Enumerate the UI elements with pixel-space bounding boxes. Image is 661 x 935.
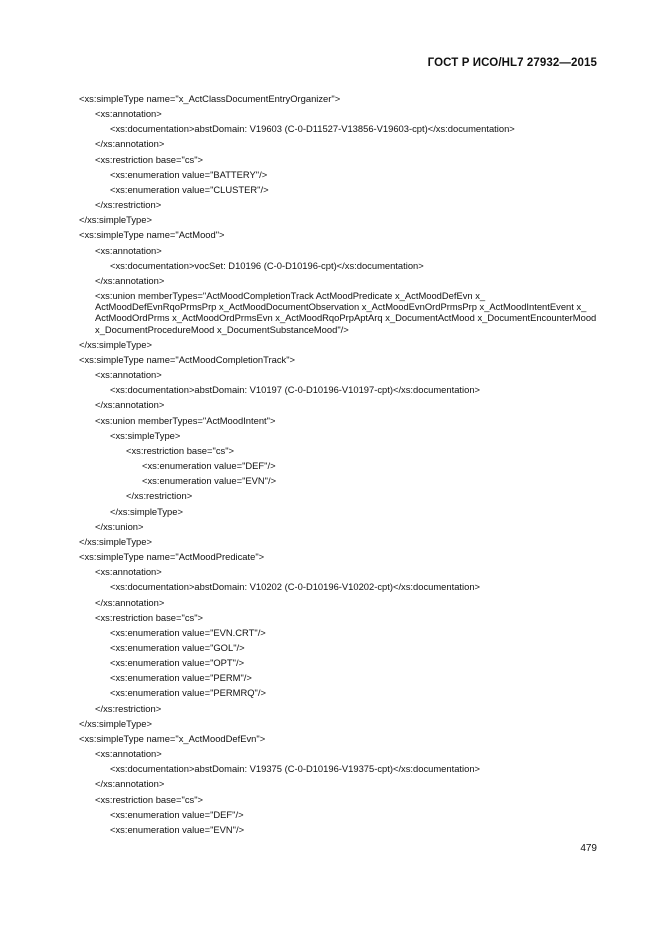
code-line: <xs:annotation> bbox=[95, 369, 162, 381]
code-line: <xs:restriction base="cs"> bbox=[95, 611, 204, 623]
code-line: <xs:restriction base="cs"> bbox=[95, 793, 204, 805]
code-line: <xs:documentation>vocSet: D10196 (C-0-D10196-cpt)</xs:documentation> bbox=[110, 259, 424, 271]
code-line: <xs:enumeration value="OPT"/> bbox=[110, 657, 245, 669]
page-number: 479 bbox=[580, 843, 597, 854]
code-line: </xs:annotation> bbox=[95, 596, 165, 608]
code-line: <xs:annotation> bbox=[95, 244, 162, 256]
code-line: <xs:enumeration value="GOL"/> bbox=[110, 641, 245, 653]
document-header: ГОСТ Р ИСО/HL7 27932—2015 bbox=[427, 57, 597, 69]
code-line: </xs:restriction> bbox=[95, 199, 162, 211]
code-line: </xs:union> bbox=[95, 520, 144, 532]
code-line: <xs:restriction base="cs"> bbox=[95, 153, 204, 165]
code-line: <xs:simpleType name="ActMood"> bbox=[79, 229, 225, 241]
code-line: </xs:simpleType> bbox=[79, 214, 152, 226]
code-line: <xs:union memberTypes="ActMoodIntent"> bbox=[95, 414, 276, 426]
code-line: <xs:simpleType name="ActMoodCompletionTrack"> bbox=[79, 354, 296, 365]
code-line: <xs:enumeration value="BATTERY"/> bbox=[110, 168, 268, 180]
code-line: </xs:annotation> bbox=[95, 138, 165, 150]
code-line: </xs:simpleType> bbox=[110, 505, 183, 517]
code-line: <xs:documentation>abstDomain: V19375 (C-0-D10196-V19375-cpt)</xs:documentation> bbox=[110, 763, 481, 775]
xml-listing bbox=[64, 91, 604, 837]
code-line: <xs:enumeration value="DEF"/> bbox=[142, 460, 276, 472]
code-line: <xs:simpleType> bbox=[110, 429, 181, 441]
code-line: <xs:enumeration value="PERM"/> bbox=[110, 672, 252, 684]
code-line: </xs:simpleType> bbox=[79, 338, 152, 350]
code-line: </xs:annotation> bbox=[95, 274, 165, 286]
code-line: <xs:enumeration value="EVN"/> bbox=[110, 823, 245, 835]
code-line: <xs:enumeration value="EVN"/> bbox=[142, 475, 277, 487]
code-line: <xs:restriction base="cs"> bbox=[126, 444, 235, 456]
code-line: </xs:restriction> bbox=[95, 702, 162, 714]
code-line: </xs:simpleType> bbox=[79, 717, 152, 729]
code-line: <xs:simpleType name="x_ActMoodDefEvn"> bbox=[79, 732, 266, 744]
code-line: <xs:enumeration value="CLUSTER"/> bbox=[110, 183, 269, 195]
code-line: <xs:simpleType name="x_ActClassDocumentEntryOrganizer"> bbox=[79, 93, 341, 104]
code-line: <xs:simpleType name="ActMoodPredicate"> bbox=[79, 551, 265, 563]
code-line: </xs:annotation> bbox=[95, 778, 165, 790]
code-line: <xs:documentation>abstDomain: V10197 (C-0-D10196-V10197-cpt)</xs:documentation> bbox=[110, 384, 481, 396]
code-line: <xs:annotation> bbox=[95, 566, 162, 578]
code-line: <xs:annotation> bbox=[95, 748, 162, 760]
code-line: <xs:documentation>abstDomain: V10202 (C-0-D10196-V10202-cpt)</xs:documentation> bbox=[110, 581, 481, 593]
code-line: </xs:annotation> bbox=[95, 399, 165, 411]
code-line: </xs:restriction> bbox=[126, 490, 193, 502]
code-line: <xs:enumeration value="PERMRQ"/> bbox=[110, 687, 266, 699]
code-line: <xs:union memberTypes="ActMoodCompletionTrack ActMoodPredicate x_ActMoodDefEvn x_ ActMoodDefEvnRqoPrmsPrp x_ActMoodDocumentObservation x_ActMoodEvnOrdPrmsPrp x_ActMoodIntentEvent x_ ActMoodOrdPrms x_ActMoodOrdPrmsEvn x_ActMoodRqoPrpAptArq x_DocumentActMood x_DocumentEncounterMood x_DocumentProcedureMood x_DocumentSubstanceMood"/> bbox=[95, 290, 597, 335]
code-line: <xs:documentation>abstDomain: V19603 (C-0-D11527-V13856-V19603-cpt)</xs:documentation> bbox=[110, 123, 515, 135]
code-line: <xs:enumeration value="DEF"/> bbox=[110, 808, 244, 820]
code-line: <xs:annotation> bbox=[95, 108, 162, 120]
code-line: </xs:simpleType> bbox=[79, 535, 152, 547]
code-line: <xs:enumeration value="EVN.CRT"/> bbox=[110, 626, 266, 638]
